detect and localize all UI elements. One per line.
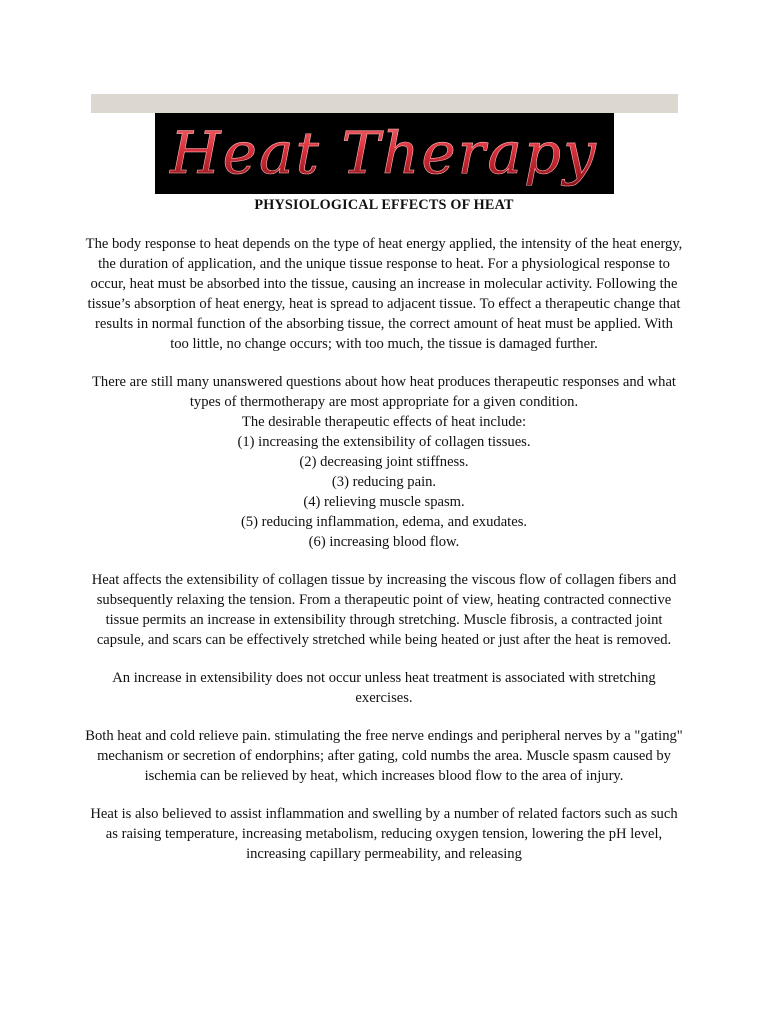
effect-item: (3) reducing pain.: [331, 474, 437, 490]
effect-item: (1) increasing the extensibility of collagen tissues.: [237, 434, 531, 450]
effect-item: (6) increasing blood flow.: [308, 534, 460, 550]
banner-title-graphic: [155, 113, 614, 194]
effects-intro: The desirable therapeutic effects of heat include:: [241, 414, 527, 430]
paragraph-questions: There are still many unanswered questions about how heat produces therapeutic responses and what types of thermotherapy are most appropriate for a given condition.: [92, 374, 676, 410]
paragraph-collagen: Heat affects the extensibility of collagen tissue by increasing the viscous flow of collagen fibers and subsequently relaxing the tension. From a therapeutic point of view, heating contracted connective tissue permits an increase in extensibility through stretching. Muscle fibrosis, a contracted joint capsule, and scars can be effectively stretched while being heated or just after the heat is removed.: [91, 572, 677, 648]
paragraph-stretching: An increase in extensibility does not occur unless heat treatment is associated with stretching exercises.: [112, 670, 656, 706]
banner-title-text: Heat Therapy: [170, 119, 598, 187]
effects-block: [84, 372, 684, 552]
paragraph-intro: The body response to heat depends on the type of heat energy applied, the intensity of the heat energy, the duration of application, and the unique tissue response to heat. For a physiological response to occur, heat must be absorbed into the tissue, causing an increase in molecular activity. Following the tissue’s absorption of heat energy, heat is spread to adjacent tissue. To effect a therapeutic change that results in normal function of the absorbing tissue, the correct amount of heat must be applied. With too little, no change occurs; with too much, the tissue is damaged further.: [85, 236, 683, 352]
section-heading: PHYSIOLOGICAL EFFECTS OF HEAT: [254, 197, 514, 213]
paragraph-pain: Both heat and cold relieve pain. stimulating the free nerve endings and peripheral nerves by a "gating" mechanism or secretion of endorphins; after gating, cold numbs the area. Muscle spasm caused by ischemia can be relieved by heat, which increases blood flow to the area of injury.: [85, 728, 683, 784]
top-header-bar: [91, 94, 678, 113]
effect-item: (5) reducing inflammation, edema, and exudates.: [240, 514, 528, 530]
document-body: [84, 195, 684, 882]
effect-item: (4) relieving muscle spasm.: [303, 494, 465, 510]
paragraph-inflammation: Heat is also believed to assist inflammation and swelling by a number of related factors such as such as raising temperature, increasing metabolism, reducing oxygen tension, lowering the pH level, increasing capillary permeability, and releasing: [90, 806, 678, 862]
heat-therapy-banner: [155, 113, 614, 194]
effect-item: (2) decreasing joint stiffness.: [299, 454, 469, 470]
